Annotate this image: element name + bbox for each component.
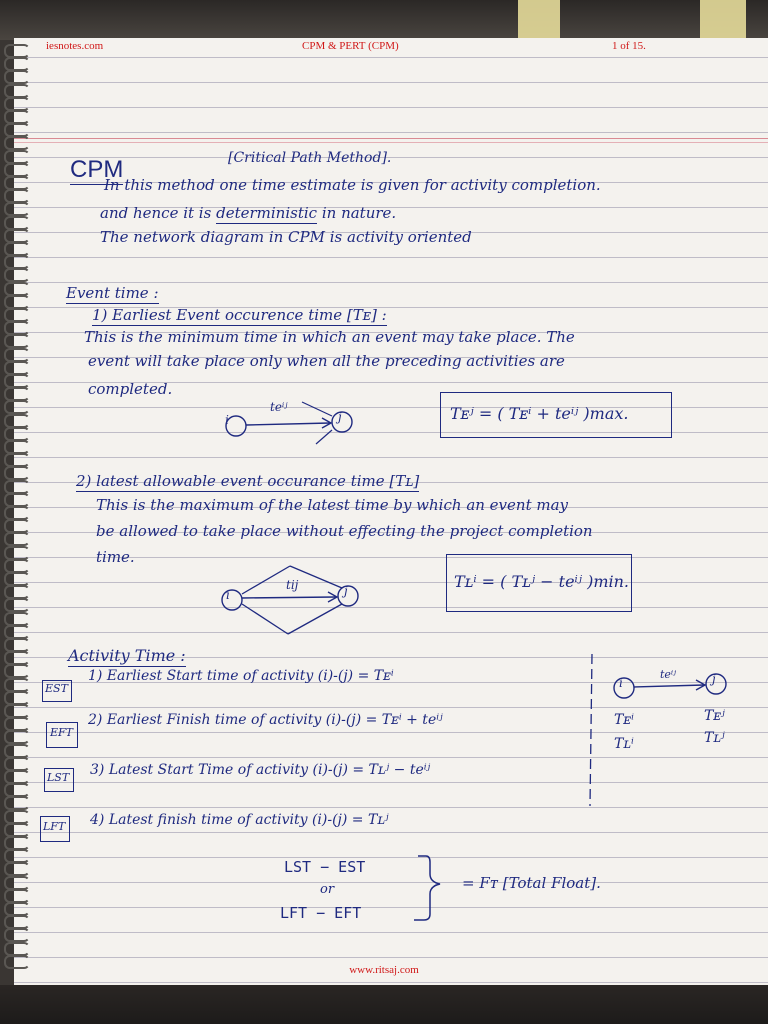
diagram2-arrow-label: tij [286,578,299,592]
activity-time-heading [68,646,186,665]
side-tl-j: Tʟʲ [704,730,725,746]
cpm-subheading: [Critical Path Method]. [228,150,392,166]
activity-time-heading-text: Activity Time : [68,646,186,665]
side-node-j: j [712,672,716,686]
earliest-event-line-1: This is the minimum time in which an event may take place. The [84,328,575,346]
side-te-j: Tᴇʲ [704,708,725,724]
header-site: iesnotes.com [46,40,104,52]
earliest-event-line-2: event will take place only when all the preceding activities are [88,352,565,370]
tag-lst: LST [47,771,70,784]
earliest-event-line-3: completed. [88,380,173,398]
header-page-number: 1 of 15. [612,40,646,52]
event-time-heading-text: Event time : [66,284,159,302]
tag-est: EST [45,682,68,695]
latest-event-title [76,472,419,490]
tag-lft: LFT [43,820,66,833]
activity-row-est: 1) Earliest Start time of activity (i)-(j) = Tᴇⁱ [88,668,394,684]
earliest-event-title-text: 1) Earliest Event occurence time [Tᴇ] : [92,306,387,324]
latest-event-line-2: be allowed to take place without effecting the project completion [96,522,593,540]
latest-event-title-text: 2) latest allowable event occurance time [Tʟ] [76,472,420,490]
side-te-i: Tᴇⁱ [614,712,634,728]
float-or: or [320,882,335,897]
diagram1-node-j: j [338,410,342,424]
activity-row-lst: 3) Latest Start Time of activity (i)-(j) = Tʟʲ − teⁱʲ [90,762,431,778]
formula-earliest: Tᴇʲ = ( Tᴇⁱ + teⁱʲ )max. [450,404,629,423]
side-arrow-label: teⁱʲ [660,668,677,681]
cpm-title: CPM [70,156,124,183]
side-node-i: i [619,676,623,690]
diagram2-node-i: i [226,588,230,602]
cpm-line-3: The network diagram in CPM is activity oriented [100,228,472,246]
cpm-line-2c: in nature. [321,204,397,222]
tag-eft: EFT [50,726,73,739]
activity-row-eft: 2) Earliest Finish time of activity (i)-(j) = Tᴇⁱ + teⁱʲ [88,712,443,728]
cpm-line-2a: and hence it is [100,204,212,222]
cpm-deterministic: deterministic [216,204,318,222]
latest-event-line-1: This is the maximum of the latest time by which an event may [96,496,569,514]
side-tl-i: Tʟⁱ [614,736,634,752]
header-title: CPM & PERT (CPM) [302,40,399,52]
diagram1-arrow-label: teⁱʲ [270,400,288,414]
cpm-line-1: In this method one time estimate is given for activity completion. [104,176,601,194]
activity-row-lft: 4) Latest finish time of activity (i)-(j) = Tʟʲ [90,812,389,828]
float-result: = Fᴛ [Total Float]. [462,874,601,892]
diagram1-node-i: i [225,413,229,427]
formula-latest: Tʟⁱ = ( Tʟʲ − teⁱʲ )min. [454,572,629,591]
latest-event-line-3: time. [96,548,135,566]
float-lft-eft: LFT − EFT [280,904,362,922]
float-lst-est: LST − EST [284,858,366,876]
diagram2-node-j: j [344,584,348,598]
footer-url: www.ritsaj.com [349,964,419,976]
